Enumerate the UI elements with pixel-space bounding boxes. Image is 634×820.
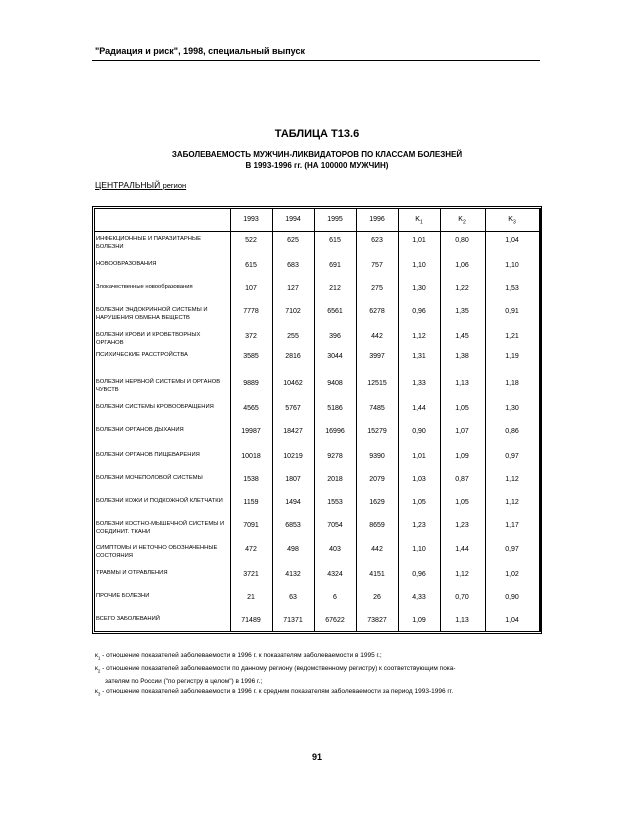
table-cell: 275 <box>371 285 383 292</box>
row-label: БОЛЕЗНИ МОЧЕПОЛОВОЙ СИСТЕМЫ <box>96 475 203 481</box>
column-header <box>399 216 439 225</box>
region-suffix: регион <box>162 181 187 190</box>
table-cell: 0,70 <box>455 594 469 601</box>
table-cell: 1,30 <box>505 405 519 412</box>
table-cell: 1,21 <box>505 333 519 340</box>
footnote-symbol: к <box>95 688 98 696</box>
table-cell: 1,01 <box>412 237 426 244</box>
table-cell: 1,44 <box>455 546 469 553</box>
table-cell: 1,33 <box>412 380 426 387</box>
table-cell: 1,35 <box>455 308 469 315</box>
table-cell: 4,33 <box>412 594 426 601</box>
table-cell: 0,87 <box>455 476 469 483</box>
table-cell: 1,12 <box>412 333 426 340</box>
table-title: ТАБЛИЦА Т13.6 <box>274 128 360 140</box>
table-cell: 8659 <box>369 522 385 529</box>
table-cell: 396 <box>329 333 341 340</box>
table-cell: 73827 <box>367 617 387 624</box>
row-label: БОЛЕЗНИ КОЖИ И ПОДКОЖНОЙ КЛЕТЧАТКИ <box>96 498 223 504</box>
table-cell: 4132 <box>285 571 301 578</box>
footnote-k2 <box>95 664 545 677</box>
table-cell: 9408 <box>327 380 343 387</box>
table-cell: 1,05 <box>412 499 426 506</box>
table-cell: 1,12 <box>505 476 519 483</box>
table-cell: 255 <box>287 333 299 340</box>
table-cell: 442 <box>371 333 383 340</box>
table-cell: 3721 <box>243 571 259 578</box>
table-cell: 615 <box>329 237 341 244</box>
table-cell: 6 <box>333 594 337 601</box>
table-cell: 1,12 <box>505 499 519 506</box>
table-cell: 7102 <box>285 308 301 315</box>
row-label: ТРАВМЫ И ОТРАВЛЕНИЯ <box>96 570 168 576</box>
page-number: 91 <box>311 752 322 762</box>
row-label: Злокачественные новообразования <box>96 284 193 290</box>
table-cell: 7054 <box>327 522 343 529</box>
table-cell: 1,17 <box>505 522 519 529</box>
footnote-k2-continued <box>95 677 545 688</box>
table-cell: 0,96 <box>412 571 426 578</box>
column-divider <box>230 208 231 632</box>
column-header <box>231 216 271 223</box>
row-label: БОЛЕЗНИ КРОВИ И КРОВЕТВОРНЫХ ОРГАНОВ <box>96 332 201 346</box>
table-cell: 1,09 <box>455 453 469 460</box>
table-cell: 442 <box>371 546 383 553</box>
table-cell: 26 <box>373 594 381 601</box>
table-cell: 1,23 <box>412 522 426 529</box>
table-cell: 3044 <box>327 353 343 360</box>
row-label: ИНФЕКЦИОННЫЕ И ПАРАЗИТАРНЫЕ БОЛЕЗНИ <box>96 236 201 250</box>
footnote-text: - отношение показателей заболеваемости по данному региону (ведомственному регистру) к соответствующим пока- <box>100 664 456 672</box>
table-cell: 1,09 <box>412 617 426 624</box>
column-header-label: 1995 <box>327 216 343 223</box>
table-cell: 1,45 <box>455 333 469 340</box>
table-cell: 0,96 <box>412 308 426 315</box>
table-cell: 21 <box>247 594 255 601</box>
table-cell: 1,07 <box>455 428 469 435</box>
table-cell: 67622 <box>325 617 345 624</box>
table-cell: 1,02 <box>505 571 519 578</box>
table-cell: 0,91 <box>505 308 519 315</box>
table-cell: 10462 <box>283 380 303 387</box>
table-cell: 472 <box>245 546 257 553</box>
table-cell: 4324 <box>327 571 343 578</box>
table-cell: 1,10 <box>412 546 426 553</box>
table-cell: 1,03 <box>412 476 426 483</box>
column-divider <box>314 208 315 632</box>
region-name: ЦЕНТРАЛЬНЫЙ <box>95 180 161 190</box>
column-header-subscript: 3 <box>512 219 516 226</box>
journal-header: "Радиация и риск", 1998, специальный выпуск <box>95 46 305 56</box>
row-label: НОВООБРАЗОВАНИЯ <box>96 261 157 267</box>
header-divider <box>94 231 540 232</box>
table-cell: 71489 <box>241 617 261 624</box>
footnote-k3 <box>95 687 545 700</box>
table-cell: 1,53 <box>505 285 519 292</box>
table-cell: 522 <box>245 237 257 244</box>
row-label: ПРОЧИЕ БОЛЕЗНИ <box>96 593 150 599</box>
column-divider <box>272 208 273 632</box>
column-divider <box>485 208 486 632</box>
table-cell: 6561 <box>327 308 343 315</box>
table-cell: 4565 <box>243 405 259 412</box>
table-cell: 1,18 <box>505 380 519 387</box>
column-header <box>273 216 313 223</box>
row-label: БОЛЕЗНИ СИСТЕМЫ КРОВООБРАЩЕНИЯ <box>96 404 214 410</box>
table-cell: 3585 <box>243 353 259 360</box>
table-cell: 683 <box>287 262 299 269</box>
table-cell: 372 <box>245 333 257 340</box>
table-cell: 1,22 <box>455 285 469 292</box>
footnote-text: зателям по России ("по регистру в целом") в 1996 г.; <box>105 677 263 685</box>
column-divider <box>540 208 541 632</box>
table-cell: 1,04 <box>505 617 519 624</box>
table-cell: 1,19 <box>505 353 519 360</box>
column-header <box>357 216 397 223</box>
column-header-subscript: 1 <box>419 219 423 226</box>
table-cell: 7485 <box>369 405 385 412</box>
column-header-label: K <box>508 216 513 223</box>
table-cell: 498 <box>287 546 299 553</box>
table-cell: 6853 <box>285 522 301 529</box>
footnote-k1 <box>95 651 545 664</box>
table-cell: 1,04 <box>505 237 519 244</box>
footnote-text: - отношение показателей заболеваемости в 1996 г. к показателям заболеваемости в 1995 г.; <box>100 652 382 659</box>
table-cell: 5186 <box>327 405 343 412</box>
footnote-symbol: к <box>95 652 98 659</box>
table-cell: 19987 <box>241 428 261 435</box>
table-cell: 7778 <box>243 308 259 315</box>
table-cell: 1,10 <box>505 262 519 269</box>
row-label: БОЛЕЗНИ НЕРВНОЙ СИСТЕМЫ И ОРГАНОВ ЧУВСТВ <box>96 379 221 393</box>
table-cell: 1,30 <box>412 285 426 292</box>
table-cell: 1,06 <box>455 262 469 269</box>
table-subtitle <box>0 149 634 171</box>
table-cell: 212 <box>329 285 341 292</box>
table-cell: 1,13 <box>455 380 469 387</box>
column-header-subscript: 2 <box>462 219 466 226</box>
table-cell: 0,80 <box>455 237 469 244</box>
row-label: ВСЕГО ЗАБОЛЕВАНИЙ <box>96 616 160 622</box>
table-cell: 1,10 <box>412 262 426 269</box>
table-cell: 9278 <box>327 453 343 460</box>
column-header-label: 1996 <box>369 216 385 223</box>
row-label: ПСИХИЧЕСКИЕ РАССТРОЙСТВА <box>96 352 188 358</box>
table-cell: 0,90 <box>505 594 519 601</box>
table-cell: 757 <box>371 262 383 269</box>
table-cell: 0,86 <box>505 428 519 435</box>
table-cell: 1,31 <box>412 353 426 360</box>
table-inner-border <box>94 208 540 632</box>
table-cell: 2018 <box>327 476 343 483</box>
table-cell: 1,12 <box>455 571 469 578</box>
table-cell: 1,13 <box>455 617 469 624</box>
row-label: БОЛЕЗНИ КОСТНО-МЫШЕЧНОЙ СИСТЕМЫ И СОЕДИНИТ. ТКАНИ <box>96 521 225 535</box>
table-cell: 1629 <box>369 499 385 506</box>
column-header-label: K <box>458 216 463 223</box>
footnote-symbol: к <box>95 664 98 672</box>
footnote-subscript: 3 <box>97 691 101 697</box>
table-cell: 0,90 <box>412 428 426 435</box>
table-cell: 1,38 <box>455 353 469 360</box>
footnote-subscript: 2 <box>97 668 101 674</box>
table-cell: 0,97 <box>505 546 519 553</box>
header-rule <box>92 60 540 61</box>
table-cell: 1538 <box>243 476 259 483</box>
table-cell: 1553 <box>327 499 343 506</box>
table-cell: 63 <box>289 594 297 601</box>
table-cell: 2816 <box>285 353 301 360</box>
table-cell: 1,01 <box>412 453 426 460</box>
table-cell: 10219 <box>283 453 303 460</box>
subtitle-line-2: В 1993-1996 гг. (НА 100000 МУЖЧИН) <box>245 161 389 170</box>
row-label: БОЛЕЗНИ ЭНДОКРИННОЙ СИСТЕМЫ И НАРУШЕНИЯ ОБМЕНА ВЕЩЕСТВ <box>96 307 208 321</box>
table-cell: 71371 <box>283 617 303 624</box>
table-cell: 1,44 <box>412 405 426 412</box>
table-cell: 10018 <box>241 453 261 460</box>
table-cell: 1159 <box>243 499 259 506</box>
column-divider <box>356 208 357 632</box>
table-cell: 107 <box>245 285 257 292</box>
column-header <box>315 216 355 223</box>
table-cell: 6278 <box>369 308 385 315</box>
footnote-subscript: 1 <box>97 655 101 661</box>
footnote-text: - отношение показателей заболеваемости в 1996 г. к средним показателям заболеваемости за период 1993-1996 гг. <box>100 688 454 696</box>
row-label: БОЛЕЗНИ ОРГАНОВ ДЫХАНИЯ <box>96 427 184 433</box>
column-header-label: K <box>415 216 420 223</box>
column-header <box>442 216 482 225</box>
table-cell: 12515 <box>367 380 387 387</box>
row-label: БОЛЕЗНИ ОРГАНОВ ПИЩЕВАРЕНИЯ <box>96 452 200 458</box>
table-cell: 403 <box>329 546 341 553</box>
table-cell: 5767 <box>285 405 301 412</box>
region-label <box>95 180 186 190</box>
table-cell: 1,05 <box>455 499 469 506</box>
column-header <box>492 216 532 225</box>
table-cell: 18427 <box>283 428 303 435</box>
column-header-label: 1993 <box>243 216 259 223</box>
column-divider <box>440 208 441 632</box>
column-header-label: 1994 <box>285 216 301 223</box>
table-cell: 623 <box>371 237 383 244</box>
table-cell: 16996 <box>325 428 345 435</box>
column-divider <box>398 208 399 632</box>
table-cell: 691 <box>329 262 341 269</box>
row-label: СИМПТОМЫ И НЕТОЧНО ОБОЗНАЧЕННЫЕ СОСТОЯНИЯ <box>96 545 218 559</box>
table-cell: 1,05 <box>455 405 469 412</box>
table-cell: 1807 <box>285 476 301 483</box>
table-cell: 615 <box>245 262 257 269</box>
table-cell: 15279 <box>367 428 387 435</box>
table-cell: 0,97 <box>505 453 519 460</box>
table-cell: 625 <box>287 237 299 244</box>
footnotes <box>95 651 545 700</box>
table-cell: 3997 <box>369 353 385 360</box>
table-cell: 1494 <box>285 499 301 506</box>
table-cell: 7091 <box>243 522 259 529</box>
subtitle-line-1: ЗАБОЛЕВАЕМОСТЬ МУЖЧИН-ЛИКВИДАТОРОВ ПО КЛАССАМ БОЛЕЗНЕЙ <box>171 150 463 159</box>
table-cell: 2079 <box>369 476 385 483</box>
table-cell: 4151 <box>369 571 385 578</box>
table-cell: 9390 <box>369 453 385 460</box>
table-cell: 127 <box>287 285 299 292</box>
table-cell: 1,23 <box>455 522 469 529</box>
table-cell: 9889 <box>243 380 259 387</box>
